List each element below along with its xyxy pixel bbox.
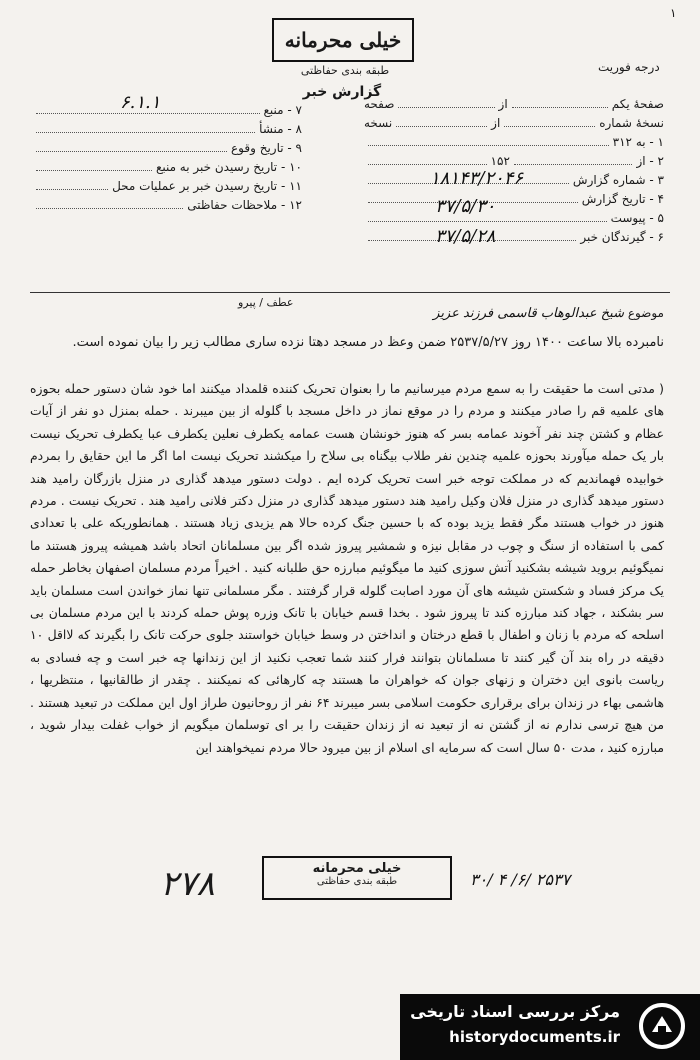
subject-line [433, 306, 664, 321]
bottom-stamp-sub: طبقه بندی حفاظتی [316, 876, 398, 887]
bottom-date: ۳۰/ ۴ /۶/ ۲۵۳۷ [470, 870, 571, 889]
report-title: گزارش خبر [302, 84, 382, 100]
page-number: ۱ [670, 6, 677, 20]
body-paragraph: ( مدتی است ما حقیقت را به سمع مردم میرسانیم ما را بعنوان تحریک کننده قلمداد میکنند اما خود شان دستور حمله بحوزه های علمیه قم را صادر میکنند و مردم را در موقع نماز در داخل مسجد با گلوله از بین میبرند . حمله بمنزل دو نفر از آیات عظام و کشتن چند نفر آخوند عمامه بسر که هنوز خونشان هست عمامه یکطرف نعلین یکطرف عبا یکطرف تحریک نیست بار یک حمله میآورند بحوزه علمیه چندین نفر طلاب بیگناه بی سلاح را میکشند تحریک نیست اما اگر ما این حقایق را بمردم خوابیده فهماندیم که در مملکت توجه خبر است تحریک کرده ایم . دولت دستور میدهد گذاری در منزل بازرگان رامید هند دستور میدهد گذاری در منزل فلان وکیل رامید هند دستور میدهد گذاری در منزل دکتر فلانی رامید هند . تحریک نیست . مردم هنوز در خواب هستند مگر فقط یزید بوده که با حسین جنگ کرده حالا هم یزیدی زیاد هستند . همانطوریکه علی با تعدادی کمی با استفاده از سنگ و چوب در مقابل نیزه و شمشیر پیروز شده اگر بین مسلمانان اتحاد باشد همیشه پیروز هستند ما نمیگوئیم بروید شیشه بشکنید آتش سوزی کنید ما میگوئیم مبارزه حق طلبانه کنید . اخیراً مردم مسلمان اصفهان بخاطر حمله یک مرکز فساد و شکستن شیشه های آن مورد اصابت گلوله قرار گرفتند . مگر مسلمانی تنها نماز خواندن است مسلمان باید سر بشکند ، جهاد کند مبارزه کند تا پیروز شود . بخدا قسم خیابان با تانک وزره پوش حمله کردند با این مردم مسلمان بی اسلحه که مردم با زنان و اطفال با قطع درختان و انداختن در وسط خیابان خواستند جلوی حرکت تانک را بگیرند که لااقل ۱۰ دقیقه در راه بند آن گیر کنند تا مسلمانان بتوانند فرار کنند شما تعجب نکنید از این زندانها چه خبر است و چه فسادی به ریاست بانوی این دختران و زنهای جوان که خواهران ما هستند چه کارهائی که نمیکنند . چقدر از طالقانیها ، منتظریها ، هاشمی بهاء در زندان برای برقراری حکومت اسلامی بسر میبرند ۶۴ نفر از روحانیون طراز اول این مملکت در تبعید هستند . من هیچ ترسی ندارم نه از گشتن نه از تبعید نه از زندان حقیقت را بر ای توسلمان میگویم از خواب غفلت بیدار شوید ، مبارزه کنید ، مدت ۵۰ سال است که سرمایه ای اسلام از بین میرود حالا مردم نمیخواهند این [30, 381, 664, 755]
logo-url: historydocuments.ir [449, 1028, 620, 1046]
form-row [32, 98, 302, 117]
form-label: ۳ - شماره گزارش [572, 173, 664, 187]
priority-label: درجه فوریت [598, 60, 660, 74]
form-label: نسخهٔ شماره [599, 116, 664, 130]
form-label: ۴ - تاریخ گزارش [581, 192, 664, 206]
subject-value: شیخ عبدالوهاب قاسمی فرزند عزیز [433, 306, 624, 321]
form-row [364, 187, 664, 206]
form-mid: از [498, 97, 508, 111]
handwritten-report-number: ۱۸۱۴۳/۲۰۴۶ [430, 168, 524, 189]
handwritten-report-date: ۳۷/۵/۳۰ [435, 196, 496, 217]
form-row [32, 117, 302, 136]
reference-label: عطف / پیرو [238, 296, 294, 309]
form-row [364, 130, 664, 149]
form-fields-left [32, 98, 302, 212]
form-label: ۱۱ - تاریخ رسیدن خبر بر عملیات محل [112, 179, 302, 193]
divider [30, 292, 670, 293]
form-row [32, 136, 302, 155]
form-label: ۱۲ - ملاحظات حفاظتی [187, 198, 302, 212]
form-row [364, 225, 664, 244]
form-row [32, 174, 302, 193]
archive-logo-icon [638, 1002, 686, 1050]
logo-title: مرکز بررسی اسناد تاریخی [410, 1002, 620, 1021]
form-label: ۷ - منبع [263, 103, 302, 117]
form-label: ۶ - گیرندگان خبر [580, 230, 664, 244]
form-label: ۲ - از [636, 154, 664, 168]
form-row [32, 155, 302, 174]
watermark-logo [400, 994, 700, 1060]
intro-paragraph: نامبرده بالا ساعت ۱۴۰۰ روز ۲۵۳۷/۵/۲۷ ضمن وعظ در مسجد دهتا نزده ساری مطالب زیر را بیان نموده است. [72, 335, 664, 350]
classification-stamp: خیلی محرمانه [272, 18, 414, 62]
form-end: نسخه [364, 116, 393, 130]
handwritten-number: ۲۷۸ [160, 864, 215, 904]
form-row [32, 193, 302, 212]
form-row [364, 149, 664, 168]
bottom-classification-stamp [262, 856, 452, 900]
form-row [364, 206, 664, 225]
classification-sub: طبقه بندی حفاظتی [300, 64, 390, 77]
form-row [364, 111, 664, 130]
form-row [364, 92, 664, 111]
form-label: ۱۰ - تاریخ رسیدن خبر به منبع [155, 160, 302, 174]
form-mid: ۱۵۲ [490, 154, 510, 168]
handwritten-attachment: ۳۷/۵/۲۸ [435, 226, 496, 247]
handwritten-source: ۶.۱.۱ [120, 92, 161, 113]
form-label: ۱ - به ۳۱۲ [612, 135, 664, 149]
form-mid: از [491, 116, 501, 130]
subject-label: موضوع [627, 306, 664, 320]
form-label: ۹ - تاریخ وقوع [231, 141, 302, 155]
form-end: صفحه [364, 97, 395, 111]
form-label: ۸ - منشأ [259, 122, 302, 136]
form-label: صفحهٔ یکم [611, 97, 664, 111]
form-label: ۵ - پیوست [610, 211, 664, 225]
bottom-stamp-title: خیلی محرمانه [312, 861, 402, 876]
